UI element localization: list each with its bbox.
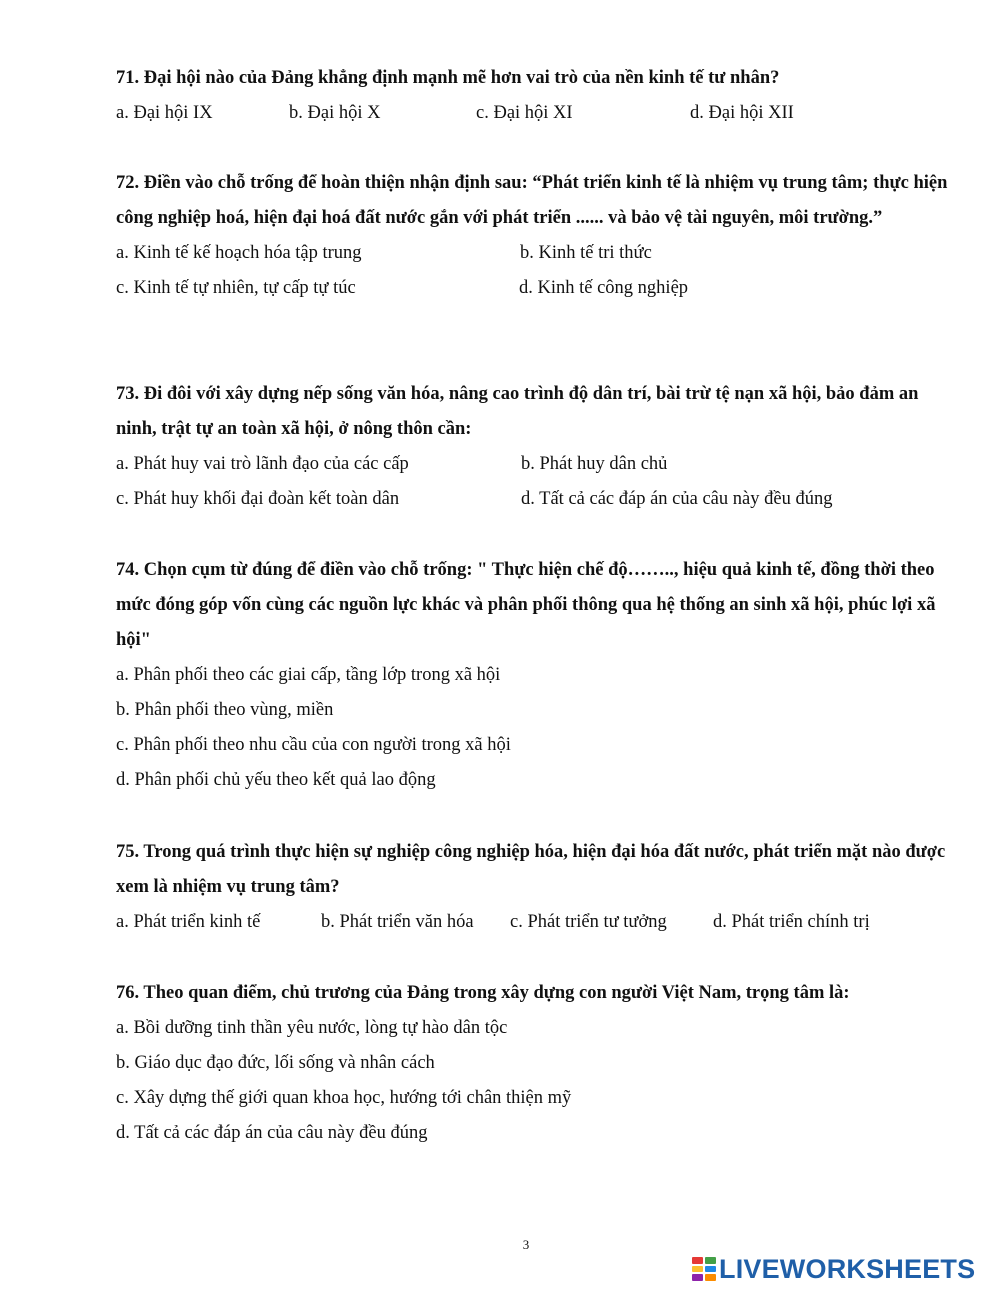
option-a[interactable]: a. Phát triển kinh tế: [116, 912, 261, 932]
logo-mark-tile: [705, 1274, 716, 1281]
option-a[interactable]: a. Phân phối theo các giai cấp, tầng lớp trong xã hội: [116, 665, 501, 685]
question-stem: 73. Đi đôi với xây dựng nếp sống văn hóa, nâng cao trình độ dân trí, bài trừ tệ nạn xã hội, bảo đảm an ninh, trật tự an toàn xã hội, ở nông thôn cần:: [116, 384, 919, 439]
options-row: [116, 447, 956, 482]
question-71: [116, 61, 956, 131]
option-d[interactable]: d. Phát triển chính trị: [713, 912, 870, 932]
option-c[interactable]: c. Xây dựng thế giới quan khoa học, hướng tới chân thiện mỹ: [116, 1088, 572, 1108]
question-stem: 71. Đại hội nào của Đảng khẳng định mạnh mẽ hơn vai trò của nền kinh tế tư nhân?: [116, 68, 780, 88]
options-row: [116, 236, 956, 271]
option-b[interactable]: b. Đại hội X: [289, 103, 381, 123]
option-b[interactable]: b. Phát huy dân chủ: [521, 454, 668, 474]
logo-mark-tile: [705, 1257, 716, 1264]
logo-mark-tile: [705, 1266, 716, 1273]
options-row: [116, 905, 956, 940]
question-74: [116, 553, 956, 798]
option-d[interactable]: d. Đại hội XII: [690, 103, 794, 123]
options-row: [116, 271, 956, 306]
option-a[interactable]: a. Phát huy vai trò lãnh đạo của các cấp: [116, 454, 409, 474]
option-b[interactable]: b. Kinh tế tri thức: [520, 243, 652, 263]
options-row: [116, 482, 956, 517]
option-a[interactable]: a. Kinh tế kế hoạch hóa tập trung: [116, 243, 362, 263]
option-c[interactable]: c. Kinh tế tự nhiên, tự cấp tự túc: [116, 278, 356, 298]
option-c[interactable]: c. Đại hội XI: [476, 103, 573, 123]
option-a[interactable]: a. Đại hội IX: [116, 103, 213, 123]
option-c[interactable]: c. Phát huy khối đại đoàn kết toàn dân: [116, 489, 400, 509]
option-d[interactable]: d. Kinh tế công nghiệp: [519, 278, 689, 298]
logo-mark-tile: [692, 1257, 703, 1264]
option-c[interactable]: c. Phát triển tư tưởng: [510, 912, 667, 932]
option-d[interactable]: d. Tất cả các đáp án của câu này đều đúng: [521, 489, 833, 509]
question-75: [116, 835, 956, 940]
logo-mark-icon: [692, 1257, 716, 1281]
option-a[interactable]: a. Bồi dưỡng tinh thần yêu nước, lòng tự hào dân tộc: [116, 1018, 508, 1038]
logo-mark-tile: [692, 1274, 703, 1281]
liveworksheets-logo: [692, 1254, 975, 1284]
question-stem: 72. Điền vào chỗ trống để hoàn thiện nhận định sau: “Phát triển kinh tế là nhiệm vụ trung tâm; thực hiện công nghiệp hoá, hiện đại hoá đất nước gắn với phát triển ...... và bảo vệ tài nguyên, môi trường.”: [116, 173, 948, 228]
question-stem: 74. Chọn cụm từ đúng để điền vào chỗ trống: " Thực hiện chế độ…….., hiệu quả kinh tế, đồng thời theo mức đóng góp vốn cùng các nguồn lực khác và phân phối thông qua hệ thống an sinh xã hội, phúc lợi xã hội": [116, 560, 936, 650]
page-number: 3: [522, 1237, 530, 1252]
question-76: [116, 976, 956, 1151]
option-b[interactable]: b. Giáo dục đạo đức, lối sống và nhân cách: [116, 1053, 435, 1073]
option-d[interactable]: d. Phân phối chủ yếu theo kết quả lao động: [116, 770, 436, 790]
logo-mark-tile: [692, 1266, 703, 1273]
question-73: [116, 377, 956, 517]
option-b[interactable]: b. Phân phối theo vùng, miền: [116, 700, 334, 720]
option-b[interactable]: b. Phát triển văn hóa: [321, 912, 474, 932]
options-row: [116, 96, 956, 131]
option-c[interactable]: c. Phân phối theo nhu cầu của con người trong xã hội: [116, 735, 511, 755]
option-d[interactable]: d. Tất cả các đáp án của câu này đều đúng: [116, 1123, 428, 1143]
question-stem: 75. Trong quá trình thực hiện sự nghiệp công nghiệp hóa, hiện đại hóa đất nước, phát triển mặt nào được xem là nhiệm vụ trung tâm?: [116, 842, 946, 897]
question-72: [116, 166, 956, 306]
logo-text: LIVEWORKSHEETS: [719, 1254, 976, 1284]
question-stem: 76. Theo quan điểm, chủ trương của Đảng trong xây dựng con người Việt Nam, trọng tâm là:: [116, 983, 850, 1003]
